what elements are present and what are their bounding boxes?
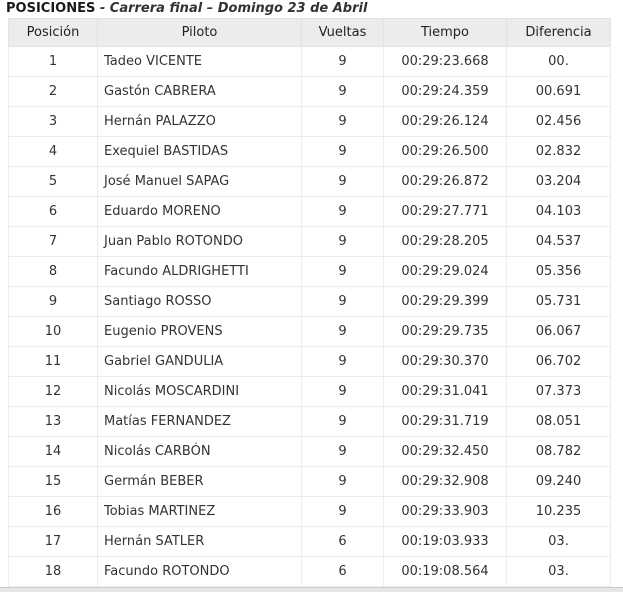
cell-diferencia: 09.240 [507, 467, 611, 497]
cell-vueltas: 9 [302, 167, 384, 197]
table-row [9, 407, 611, 437]
cell-diferencia: 06.067 [507, 317, 611, 347]
cell-diferencia: 02.456 [507, 107, 611, 137]
table-row [9, 527, 611, 557]
cell-diferencia: 00. [507, 47, 611, 77]
cell-piloto: Eugenio PROVENS [98, 317, 302, 347]
cell-piloto: Eduardo MORENO [98, 197, 302, 227]
cell-tiempo: 00:29:32.908 [384, 467, 507, 497]
cell-posicion: 12 [9, 377, 98, 407]
cell-posicion: 18 [9, 557, 98, 587]
cell-tiempo: 00:29:29.399 [384, 287, 507, 317]
cell-tiempo: 00:29:27.771 [384, 197, 507, 227]
cell-vueltas: 9 [302, 317, 384, 347]
table-row [9, 497, 611, 527]
cell-diferencia: 03.204 [507, 167, 611, 197]
cell-posicion: 6 [9, 197, 98, 227]
cell-piloto: Exequiel BASTIDAS [98, 137, 302, 167]
cell-tiempo: 00:29:30.370 [384, 347, 507, 377]
cell-tiempo: 00:29:29.024 [384, 257, 507, 287]
title-heading: POSICIONES [6, 1, 96, 16]
cell-diferencia: 07.373 [507, 377, 611, 407]
cell-posicion: 16 [9, 497, 98, 527]
cell-diferencia: 03. [507, 557, 611, 587]
cell-posicion: 14 [9, 437, 98, 467]
cell-vueltas: 9 [302, 497, 384, 527]
cell-vueltas: 9 [302, 437, 384, 467]
cell-piloto: Gastón CABRERA [98, 77, 302, 107]
cell-tiempo: 00:29:31.041 [384, 377, 507, 407]
cell-vueltas: 9 [302, 467, 384, 497]
cell-tiempo: 00:29:24.359 [384, 77, 507, 107]
table-row [9, 347, 611, 377]
cell-tiempo: 00:29:32.450 [384, 437, 507, 467]
cell-piloto: Hernán SATLER [98, 527, 302, 557]
cell-piloto: Nicolás MOSCARDINI [98, 377, 302, 407]
cell-piloto: Nicolás CARBÓN [98, 437, 302, 467]
cell-vueltas: 9 [302, 407, 384, 437]
results-body [9, 47, 611, 587]
cell-vueltas: 9 [302, 47, 384, 77]
cell-piloto: Gabriel GANDULIA [98, 347, 302, 377]
cell-piloto: Tobias MARTINEZ [98, 497, 302, 527]
table-row [9, 47, 611, 77]
cell-diferencia: 10.235 [507, 497, 611, 527]
header-piloto: Piloto [98, 19, 302, 47]
cell-vueltas: 9 [302, 347, 384, 377]
cell-vueltas: 6 [302, 557, 384, 587]
cell-posicion: 10 [9, 317, 98, 347]
cell-diferencia: 00.691 [507, 77, 611, 107]
cell-posicion: 11 [9, 347, 98, 377]
cell-piloto: Matías FERNANDEZ [98, 407, 302, 437]
cell-posicion: 17 [9, 527, 98, 557]
table-row [9, 467, 611, 497]
cell-tiempo: 00:29:23.668 [384, 47, 507, 77]
cell-diferencia: 04.537 [507, 227, 611, 257]
cell-diferencia: 06.702 [507, 347, 611, 377]
table-row [9, 137, 611, 167]
cell-piloto: Tadeo VICENTE [98, 47, 302, 77]
cell-vueltas: 9 [302, 377, 384, 407]
header-posicion: Posición [9, 19, 98, 47]
cell-tiempo: 00:19:03.933 [384, 527, 507, 557]
cell-piloto: Facundo ROTONDO [98, 557, 302, 587]
cell-vueltas: 9 [302, 107, 384, 137]
cell-diferencia: 03. [507, 527, 611, 557]
cell-piloto: Facundo ALDRIGHETTI [98, 257, 302, 287]
cell-tiempo: 00:29:26.500 [384, 137, 507, 167]
cell-posicion: 7 [9, 227, 98, 257]
cell-posicion: 3 [9, 107, 98, 137]
cell-posicion: 15 [9, 467, 98, 497]
cell-piloto: José Manuel SAPAG [98, 167, 302, 197]
cell-posicion: 13 [9, 407, 98, 437]
table-row [9, 197, 611, 227]
cell-diferencia: 05.731 [507, 287, 611, 317]
cell-vueltas: 9 [302, 197, 384, 227]
cell-tiempo: 00:29:26.872 [384, 167, 507, 197]
table-row [9, 287, 611, 317]
cell-diferencia: 04.103 [507, 197, 611, 227]
table-row [9, 557, 611, 587]
cell-diferencia: 08.782 [507, 437, 611, 467]
cell-posicion: 4 [9, 137, 98, 167]
cell-piloto: Germán BEBER [98, 467, 302, 497]
cell-tiempo: 00:29:28.205 [384, 227, 507, 257]
cell-tiempo: 00:29:26.124 [384, 107, 507, 137]
table-header-row [9, 19, 611, 47]
cell-tiempo: 00:29:33.903 [384, 497, 507, 527]
header-tiempo: Tiempo [384, 19, 507, 47]
cell-diferencia: 02.832 [507, 137, 611, 167]
table-row [9, 377, 611, 407]
table-row [9, 257, 611, 287]
cell-posicion: 5 [9, 167, 98, 197]
cell-vueltas: 9 [302, 287, 384, 317]
header-vueltas: Vueltas [302, 19, 384, 47]
cell-piloto: Juan Pablo ROTONDO [98, 227, 302, 257]
header-diferencia: Diferencia [507, 19, 611, 47]
page-title [6, 1, 367, 17]
table-row [9, 317, 611, 347]
results-table [8, 18, 611, 587]
cell-posicion: 9 [9, 287, 98, 317]
cell-vueltas: 9 [302, 77, 384, 107]
table-row [9, 107, 611, 137]
cell-vueltas: 9 [302, 257, 384, 287]
cell-piloto: Hernán PALAZZO [98, 107, 302, 137]
cell-diferencia: 05.356 [507, 257, 611, 287]
cell-vueltas: 6 [302, 527, 384, 557]
table-row [9, 227, 611, 257]
cell-piloto: Santiago ROSSO [98, 287, 302, 317]
table-row [9, 77, 611, 107]
cell-diferencia: 08.051 [507, 407, 611, 437]
cell-vueltas: 9 [302, 137, 384, 167]
cell-posicion: 2 [9, 77, 98, 107]
title-subtitle: - Carrera final – Domingo 23 de Abril [95, 1, 368, 16]
cell-tiempo: 00:29:29.735 [384, 317, 507, 347]
table-row [9, 167, 611, 197]
table-row [9, 437, 611, 467]
cell-vueltas: 9 [302, 227, 384, 257]
bottom-divider [0, 587, 623, 592]
cell-tiempo: 00:19:08.564 [384, 557, 507, 587]
cell-posicion: 8 [9, 257, 98, 287]
cell-tiempo: 00:29:31.719 [384, 407, 507, 437]
cell-posicion: 1 [9, 47, 98, 77]
